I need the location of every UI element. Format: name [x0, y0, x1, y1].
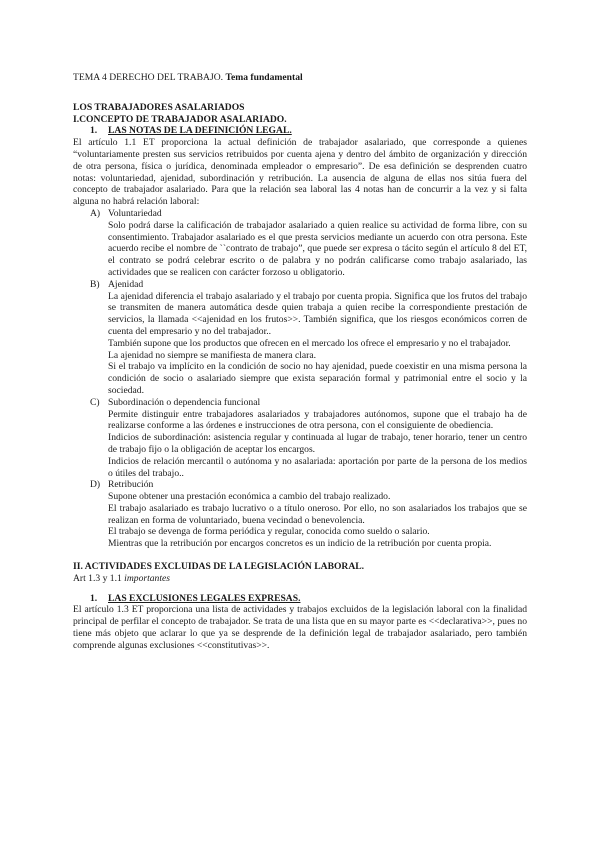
paragraph: El trabajo asalariado es trabajo lucrativo o a título oneroso. Por ello, no son asalariados los trabajos que se realizan en forma de voluntariado, buena vecindad o benevolencia.	[108, 502, 527, 526]
paragraph: Indicios de relación mercantil o autónoma y no asalariada: aportación por parte de la persona de los medios o útiles del trabajo..	[108, 455, 527, 479]
paragraph: Indicios de subordinación: asistencia regular y continuada al lugar de trabajo, tener horario, tener un centro de trabajo fijo o la obligación de aceptar los encargos.	[108, 432, 527, 455]
numbered-heading-label: LAS EXCLUSIONES LEGALES EXPRESAS.	[108, 592, 301, 604]
section-subtitle: I.CONCEPTO DE TRABAJADOR ASALARIADO.	[73, 113, 287, 125]
numbered-heading	[90, 593, 527, 605]
list-item-letter: C)	[90, 396, 100, 408]
list-item-label: Ajenidad	[108, 278, 144, 290]
list-item-letter: D)	[90, 479, 101, 491]
numbered-heading-number: 1.	[90, 125, 98, 137]
articles-line	[73, 573, 527, 585]
list-item-subordinacion	[90, 397, 527, 409]
paragraph: Supone obtener una prestación económica a cambio del trabajo realizado.	[108, 491, 391, 503]
articles-note: importantes	[124, 572, 171, 584]
header-tag: Tema fundamental	[225, 72, 303, 83]
paragraph: El trabajo se devenga de forma periódica y regular, conocida como sueldo o salario.	[108, 526, 430, 538]
list-item-retribucion	[90, 479, 527, 491]
paragraph: También supone que los productos que ofrecen en el mercado los ofrece el empresario y no el trabajador.	[108, 337, 511, 349]
articles-ref: Art 1.3 y 1.1	[73, 572, 122, 584]
numbered-heading	[90, 125, 527, 137]
list-item-label: Retribución	[108, 479, 154, 491]
paragraph: La ajenidad diferencia el trabajo asalariado y el trabajo por cuenta propia. Significa que los frutos del trabajo se transmiten de manera automática desde quien trabaja a quien recibe la correspondiente prestación de servicios, la llamada <<ajenidad en los frutos>>. También significa, que los riesgos económicos corren de cuenta del empresario y no del trabajador..	[108, 290, 527, 337]
list-item-letter: B)	[90, 278, 100, 290]
numbered-heading-number: 1.	[90, 592, 98, 604]
header-topic: TEMA 4 DERECHO DEL TRABAJO.	[73, 72, 224, 83]
document-content	[73, 72, 527, 652]
paragraph: La ajenidad no siempre se manifiesta de manera clara.	[108, 349, 317, 361]
paragraph: Permite distinguir entre trabajadores asalariados y trabajadores autónomos, supone que el trabajo ha de realizarse conforme a las órdenes e instrucciones de otra persona, con el consiguiente de obediencia.	[108, 408, 527, 432]
list-item-voluntariedad	[90, 208, 527, 220]
paragraph: El artículo 1.3 ET proporciona una lista de actividades y trabajos excluidos de la legislación laboral con la finalidad principal de perfilar el concepto de trabajador. Se trata de una lista que en su mayor parte es <<declarativa>>, pues no tiene más objeto que aclarar lo que ya se desprende de la definición legal de trabajador asalariado, pero también comprende algunas exclusiones <<constitutivas>>.	[73, 604, 527, 651]
list-item-label: Voluntariedad	[108, 207, 162, 219]
paragraph: Solo podrá darse la calificación de trabajador asalariado a quien realice su actividad de forma libre, con su consentimiento. Trabajador asalariado es el que presta servicios mediante un acuerdo con otra persona. Este acuerdo recibe el nombre de ``contrato de trabajo”, que puede ser expresa o tácito según el artículo 8 del ET, el contrato se podrá celebrar escrito o de palabra y no podrán calificarse como trabajo asalariado, las actividades que se realicen con carácter forzoso u obligatorio.	[108, 219, 527, 278]
paragraph: Si el trabajo va implícito en la condición de socio no hay ajenidad, puede coexistir en una misma persona la condición de socio o asalariado siempre que exista separación formal y patrimonial entre el socio y la sociedad.	[108, 361, 527, 396]
list-item-ajenidad	[90, 279, 527, 291]
numbered-heading-label: LAS NOTAS DE LA DEFINICIÓN LEGAL.	[108, 125, 292, 137]
section-title: II. ACTIVIDADES EXCLUIDAS DE LA LEGISLACIÓN LABORAL.	[73, 561, 365, 573]
paragraph: Mientras que la retribución por encargos concretos es un indicio de la retribución por cuenta propia.	[108, 538, 492, 550]
list-item-letter: A)	[90, 207, 101, 219]
intro-paragraph: El artículo 1.1 ET proporciona la actual definición de trabajador asalariado, que corresponde a quienes “voluntariamente presten sus servicios retribuidos por cuenta ajena y dentro del ámbito de organización y dirección de otra persona, física o jurídica, denominada empleador o empresario”. De esa definición se desprenden cuatro notas: voluntariedad, ajenidad, subordinación y retribución. La ausencia de alguna de ellas nos sitúa fuera del concepto de trabajador asalariado. Para que la relación sea laboral las 4 notas han de concurrir a la vez y si falta alguna no habrá relación laboral:	[73, 137, 527, 208]
section-title: LOS TRABAJADORES ASALARIADOS	[73, 101, 245, 113]
list-item-label: Subordinación o dependencia funcional	[108, 396, 261, 408]
document-header	[73, 72, 527, 84]
